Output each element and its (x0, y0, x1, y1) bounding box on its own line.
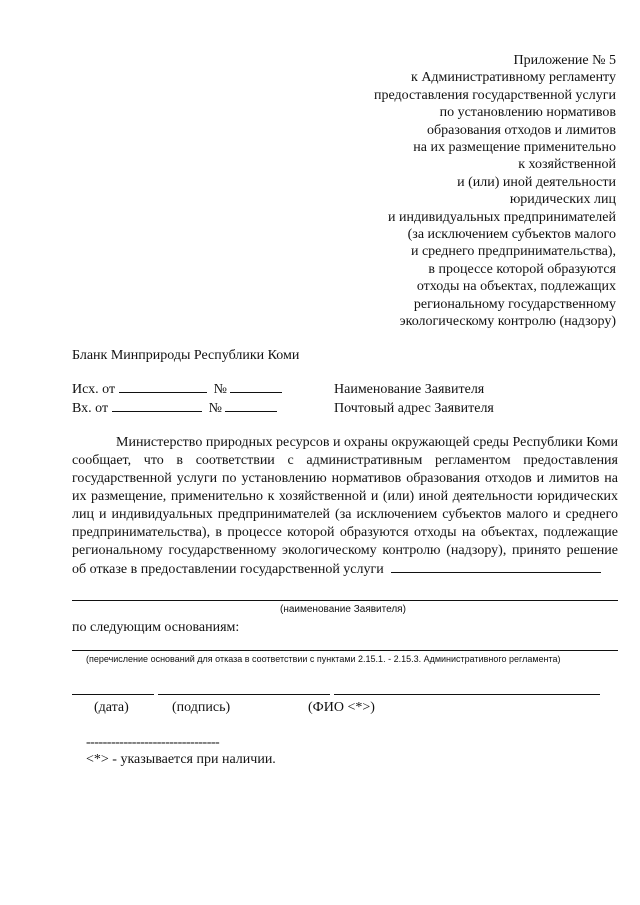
outgoing-date-blank (119, 380, 207, 393)
grounds-line (72, 650, 618, 651)
decision-text: Министерство природных ресурсов и охраны окружающей среды Республики Коми сообщает, что в соответствии с административным регламентом предоставления государственной услуги по установлению нормативов образования отходов и лимитов на их размещение, применительно к хозяйственной и (или) иной деятельности юридических лиц и индивидуальных предпринимателей (за исключением субъектов малого и среднего предпринимательства), в процессе которой образуются отходы на объектах, подлежащие региональному государственному экологическому контролю (надзору), принято решение об отказе в предоставлении государственной услуги (72, 435, 618, 577)
letterhead: Бланк Минприроды Республики Коми (72, 348, 300, 363)
incoming-number-label: № (208, 401, 222, 416)
appendix-line: образования отходов и лимитов (427, 122, 616, 138)
appendix-line: на их размещение применительно (413, 140, 616, 156)
outgoing-label: Исх. от (72, 382, 116, 397)
incoming-label: Вх. от (72, 401, 109, 416)
date-caption: (дата) (94, 700, 129, 715)
appendix-line: (за исключением субъектов малого (407, 227, 616, 243)
appendix-line: и индивидуальных предпринимателей (388, 209, 616, 225)
name-caption: (ФИО <*>) (308, 700, 375, 715)
appendix-line: Приложение № 5 (513, 53, 616, 68)
applicant-name-label: Наименование Заявителя (334, 382, 485, 397)
appendix-line: и (или) иной деятельности (457, 174, 616, 190)
appendix-line: в процессе которой образуются (428, 261, 616, 277)
decision-paragraph (72, 434, 618, 579)
grounds-caption: (перечисление оснований для отказа в соответствии с пунктами 2.15.1. - 2.15.3. Административного регламента) (86, 654, 561, 664)
outgoing-ref-row (72, 380, 282, 399)
grounds-label: по следующим основаниям: (72, 620, 240, 635)
appendix-line: и среднего предпринимательства), (410, 244, 616, 260)
outgoing-number-blank (230, 380, 282, 393)
appendix-line: по установлению нормативов (439, 105, 616, 121)
service-blank (391, 560, 601, 573)
appendix-line: отходы на объектах, подлежащих (416, 279, 616, 295)
incoming-date-blank (112, 399, 202, 412)
signature-caption: (подпись) (172, 700, 231, 715)
incoming-number-blank (225, 399, 277, 412)
signature-line (158, 694, 330, 695)
footnote-separator: -------------------------------- (86, 735, 220, 750)
appendix-header (276, 52, 616, 331)
appendix-line: юридических лиц (509, 192, 616, 208)
incoming-ref-row (72, 399, 282, 418)
date-line (72, 694, 154, 695)
applicant-address-label: Почтовый адрес Заявителя (334, 401, 494, 416)
appendix-line: предоставления государственной услуги (374, 87, 616, 103)
applicant-block (334, 380, 494, 418)
appendix-line: региональному государственному (413, 296, 616, 312)
appendix-line: к Административному регламенту (411, 70, 616, 86)
appendix-line: к хозяйственной (518, 157, 616, 173)
applicant-name-line (72, 600, 618, 601)
outgoing-number-label: № (213, 382, 227, 397)
name-line (334, 694, 600, 695)
reference-block (72, 380, 282, 418)
appendix-line: экологическому контролю (надзору) (399, 314, 616, 330)
applicant-name-caption: (наименование Заявителя) (280, 604, 406, 615)
footnote: <*> - указывается при наличии. (86, 752, 276, 767)
